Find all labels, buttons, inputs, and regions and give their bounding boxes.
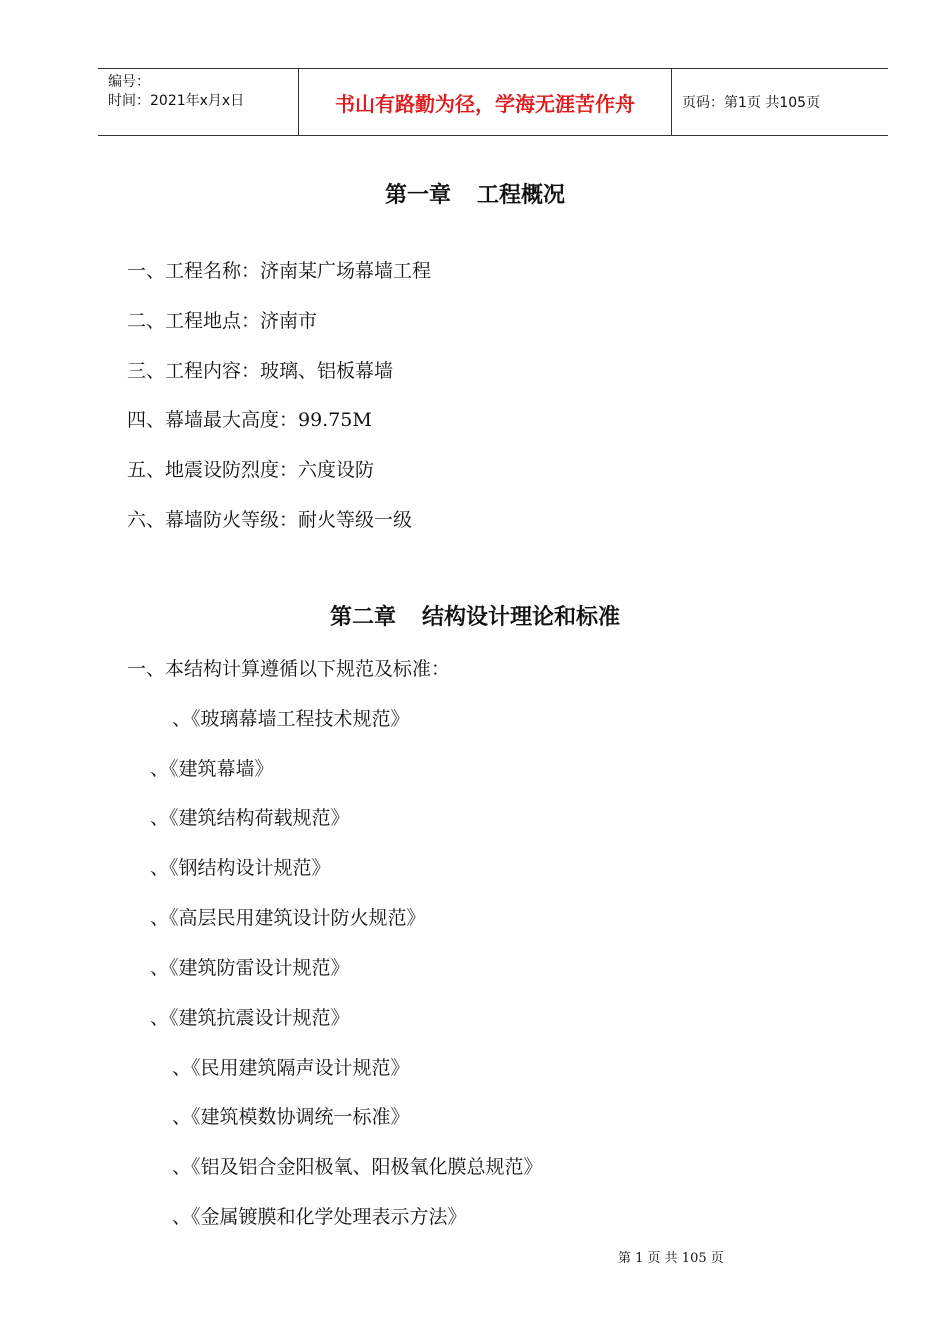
header-motto: 书山有路勤为径，学海无涯苦作舟 [335,91,635,116]
standards-intro: 一、本结构计算遵循以下规范及标准： [127,658,451,680]
project-info-line: 三、工程内容：玻璃、铝板幕墙 [127,360,394,382]
standard-item: 、《玻璃幕墙工程技术规范》 [172,708,410,730]
standard-item: 、《高层民用建筑设计防火规范》 [150,907,426,929]
chapter-1-name: 工程概况 [477,183,566,208]
standard-item: 、《金属镀膜和化学处理表示方法》 [172,1206,467,1228]
standard-item: 、《民用建筑隔声设计规范》 [172,1057,410,1079]
project-info-line: 六、幕墙防火等级：耐火等级一级 [127,509,413,531]
standard-item: 、《建筑幕墙》 [150,758,274,780]
standard-item: 、《建筑结构荷载规范》 [150,807,350,829]
standard-item: 、《建筑抗震设计规范》 [150,1007,350,1029]
project-info-line: 五、地震设防烈度：六度设防 [127,459,375,481]
standard-item: 、《建筑防雷设计规范》 [150,957,350,979]
standard-item: 、《钢结构设计规范》 [150,857,331,879]
project-info-line: 一、工程名称：济南某广场幕墙工程 [127,260,432,282]
header-page-info [672,69,888,135]
chapter-2-title [0,600,950,631]
standard-item: 、《建筑模数协调统一标准》 [172,1106,410,1128]
chapter-1-title [0,178,950,209]
chapter-2-name: 结构设计理论和标准 [422,605,621,630]
project-info-line: 四、幕墙最大高度：99.75M [127,409,372,431]
document-time: 时间：2021年x月x日 [108,93,245,109]
chapter-1-number: 第一章 [384,183,451,208]
footer-page-number: 第 1 页 共 105 页 [618,1251,724,1266]
page-header [98,68,888,136]
chapter-2-number: 第二章 [329,605,396,630]
document-number-label: 编号： [108,74,150,90]
standard-item: 、《铝及铝合金阳极氧、阳极氧化膜总规范》 [172,1156,543,1178]
header-meta [98,69,299,135]
project-info-line: 二、工程地点：济南市 [127,310,318,332]
page-info-text: 页码：第1页 共105页 [682,95,821,111]
header-motto-cell [299,69,672,135]
